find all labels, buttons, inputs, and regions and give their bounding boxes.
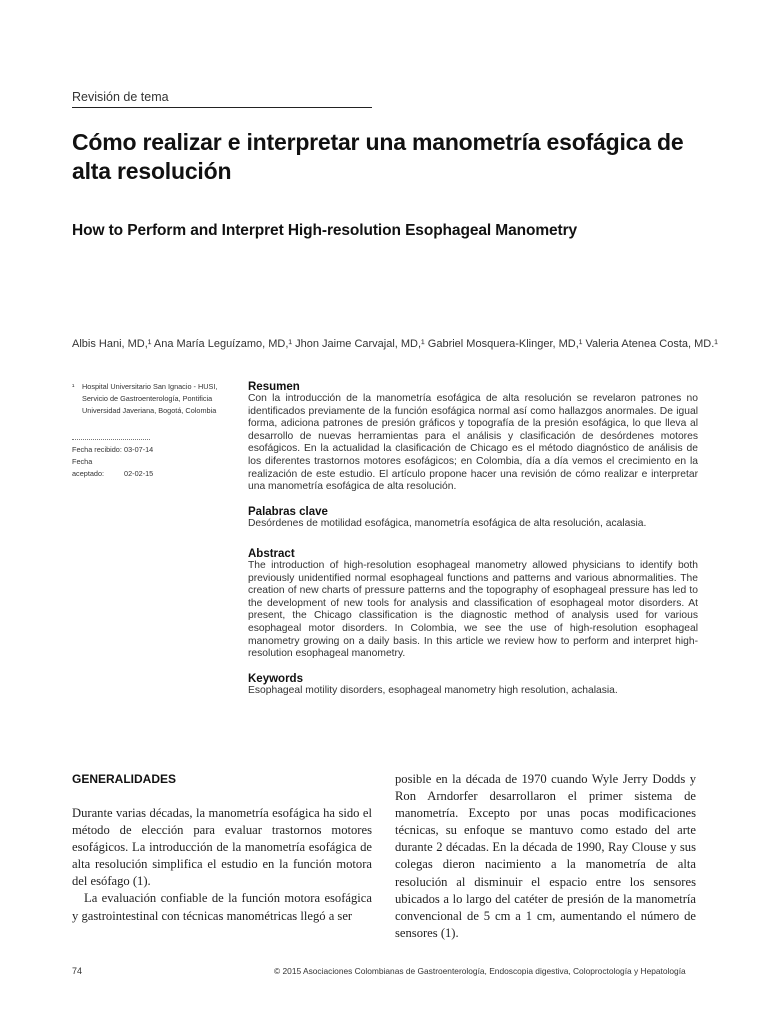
palabras-clave-section xyxy=(248,506,698,531)
received-date: 03-07-14 xyxy=(124,445,154,454)
copyright-notice: © 2015 Asociaciones Colombianas de Gastroenterología, Endoscopia digestiva, Coloproctología y Hepatología xyxy=(274,966,686,976)
affiliation-text: Hospital Universitario San Ignacio - HUSI, Servicio de Gastroenterología, Pontificia Universidad Javeriana, Bogotá, Colombia xyxy=(82,382,218,415)
received-date-row xyxy=(72,444,153,456)
accepted-date: 02-02-15 xyxy=(124,469,154,478)
keywords-heading: Keywords xyxy=(248,673,303,685)
resumen-text: Con la introducción de la manometría esofágica de alta resolución se revelaron patrones no identificados previamente de la función esofágica normal así como hallazgos anormales. De igual forma, adiciona patrones de presión gráficos y topografía de la presión esofágica, lo que lleva al desarrollo de nuevas herramientas para el análisis y clasificación de desórdenes motores esofágicos. En la actualidad la clasificación de Chicago es el método diagnóstico de análisis de los diferentes trastornos motores esofágicos; en Colombia, día a día vemos el crecimiento en la realización de este estudio. El artículo propone hacer una revisión de cómo realizar e interpretar una manometría esofágica de alta resolución. xyxy=(248,393,698,493)
section-label: Revisión de tema xyxy=(72,90,169,104)
page-number: 74 xyxy=(72,966,83,976)
palabras-clave-heading: Palabras clave xyxy=(248,506,328,518)
received-label: Fecha recibido: xyxy=(72,445,122,454)
article-dates xyxy=(72,444,153,480)
body-column-left xyxy=(72,805,372,925)
body-paragraph: posible en la década de 1970 cuando Wyle Jerry Dodds y Ron Arndorfer desarrollaron el primer sistema de manometría. Excepto por unas pocas modificaciones técnicas, su enfoque se mantuvo como estado del arte durante 2 décadas. En la década de 1990, Ray Clouse y sus colegas dieron nacimiento a la manometría de alta resolución al disminuir el espacio entre los sensores ubicados a lo largo del catéter de presión de la manometría convencional de 5 cm a 1 cm, aumentando el número de sensores (1). xyxy=(395,772,696,940)
palabras-clave-text: Desórdenes de motilidad esofágica, manometría esofágica de alta resolución, acalasia. xyxy=(248,518,647,529)
accepted-label: Fecha aceptado: xyxy=(72,457,105,478)
keywords-section xyxy=(248,673,698,698)
abstract-heading: Abstract xyxy=(248,548,295,560)
article-title-english: How to Perform and Interpret High-resolution Esophageal Manometry xyxy=(72,222,578,239)
body-paragraph: La evaluación confiable de la función motora esofágica y gastrointestinal con técnicas manométricas llegó a ser xyxy=(72,891,372,923)
dates-divider xyxy=(72,439,150,440)
generalidades-heading: GENERALIDADES xyxy=(72,772,177,786)
resumen-heading: Resumen xyxy=(248,381,300,393)
section-divider xyxy=(72,107,372,108)
affiliation-marker: ¹ xyxy=(72,382,75,391)
keywords-text: Esophageal motility disorders, esophageal manometry high resolution, achalasia. xyxy=(248,685,618,696)
body-paragraph: Durante varias décadas, la manometría esofágica ha sido el método de elección para evaluar trastornos motores esofágicos. La introducción de la manometría esofágica de alta resolución simplifica el estudio en la función motora del esófago (1). xyxy=(72,806,372,889)
article-title-spanish: Cómo realizar e interpretar una manometría esofágica de alta resolución xyxy=(72,129,684,184)
body-column-right xyxy=(395,771,696,942)
resumen-section xyxy=(248,381,698,494)
accepted-date-row xyxy=(72,456,153,480)
abstract-section xyxy=(248,548,698,661)
author-list: Albis Hani, MD,¹ Ana María Leguízamo, MD,¹ Jhon Jaime Carvajal, MD,¹ Gabriel Mosquera-Klinger, MD,¹ Valeria Atenea Costa, MD.¹ xyxy=(72,338,718,350)
abstract-text: The introduction of high-resolution esophageal manometry allowed physicians to identify both previously unidentified normal esophageal functions and patterns and various abnormalities. The creation of new charts of pressure patterns and the topography of esophageal pressure has led to the development of new tools for analysis and classification of esophageal motor disorders. At present, the Chicago classification is the diagnostic method of analysis used for various esophageal motor disorders. In Colombia, we see the use of high-resolution esophageal manometry growing on a daily basis. In this article we review how to perform and interpret high-resolution esophageal manometry. xyxy=(248,560,698,660)
affiliation xyxy=(72,381,242,417)
